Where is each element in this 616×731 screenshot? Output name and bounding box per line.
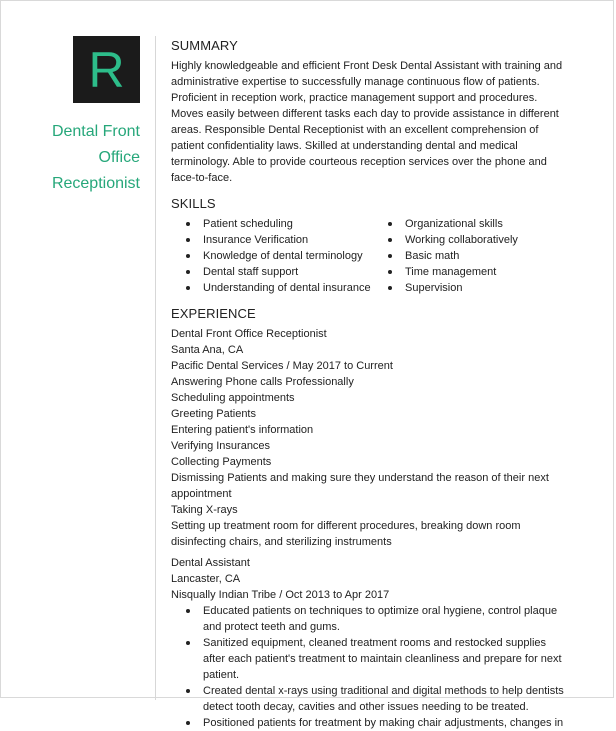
job-duty: Dismissing Patients and making sure they understand the reason of their next appointment [171,472,549,500]
summary-heading: SUMMARY [171,38,238,53]
vertical-divider [155,36,156,700]
skill-item: Insurance Verification [171,232,373,248]
job-duty: Setting up treatment room for different procedures, breaking down room disinfecting chairs, and sterilizing instruments [171,520,521,548]
job-location: Lancaster, CA [171,573,241,585]
skill-item: Basic math [373,248,518,264]
resume-main [171,38,571,731]
skill-item: Understanding of dental insurance [171,280,373,296]
candidate-title [0,119,140,197]
name-line: Receptionist [51,175,140,192]
job-title: Dental Front Office Receptionist [171,328,327,340]
job-duty: Verifying Insurances [171,440,271,452]
skill-item: Time management [373,264,518,280]
job-entry [171,555,571,731]
skills-column-right [373,216,518,296]
job-duty: Positioned patients for treatment by making chair adjustments, changes in [171,715,571,731]
job-company-dates: Pacific Dental Services / May 2017 to Current [171,360,393,372]
name-line: Office [98,149,140,166]
skill-item: Dental staff support [171,264,373,280]
job-location: Santa Ana, CA [171,344,244,356]
job-duty: Educated patients on techniques to optimize oral hygiene, control plaque and protect teeth and gums. [171,603,571,635]
monogram-badge [73,36,140,103]
job-duty: Created dental x-rays using traditional and digital methods to help dentists detect tooth decay, cavities and other issues needing to be treated. [171,683,571,715]
summary-text: Highly knowledgeable and efficient Front Desk Dental Assistant with training and administrative expertise to successfully manage continuous flow of patients. Proficient in reception work, practice management support and procedures. Moves easily between different tasks each day to provide assistance in different areas. Responsible Dental Receptionist with an excellent comprehension of patient confidentiality laws. Skilled at understanding dental and medical terminology. Able to provide courteous reception services over the phone and face-to-face. [171,60,563,184]
job-duty: Entering patient's information [171,424,314,436]
job-company-dates: Nisqually Indian Tribe / Oct 2013 to Apr 2017 [171,589,390,601]
job-duty: Greeting Patients [171,408,256,420]
job-duties-list [171,603,571,731]
job-duty: Collecting Payments [171,456,272,468]
skill-item: Patient scheduling [171,216,373,232]
job-entry [171,326,571,550]
skill-item: Supervision [373,280,518,296]
job-duty: Taking X-rays [171,504,238,516]
job-duty: Scheduling appointments [171,392,295,404]
experience-heading: EXPERIENCE [171,306,256,321]
skills-list [171,216,571,296]
skills-column-left [171,216,373,296]
skill-item: Working collaboratively [373,232,518,248]
skills-heading: SKILLS [171,196,216,211]
job-duty: Answering Phone calls Professionally [171,376,354,388]
skill-item: Knowledge of dental terminology [171,248,373,264]
name-line: Dental Front [51,123,140,140]
monogram-letter: R [88,41,125,98]
skill-item: Organizational skills [373,216,518,232]
job-title: Dental Assistant [171,557,250,569]
job-duty: Sanitized equipment, cleaned treatment rooms and restocked supplies after each patient's treatment to maintain cleanliness and prepare for next patient. [171,635,571,683]
